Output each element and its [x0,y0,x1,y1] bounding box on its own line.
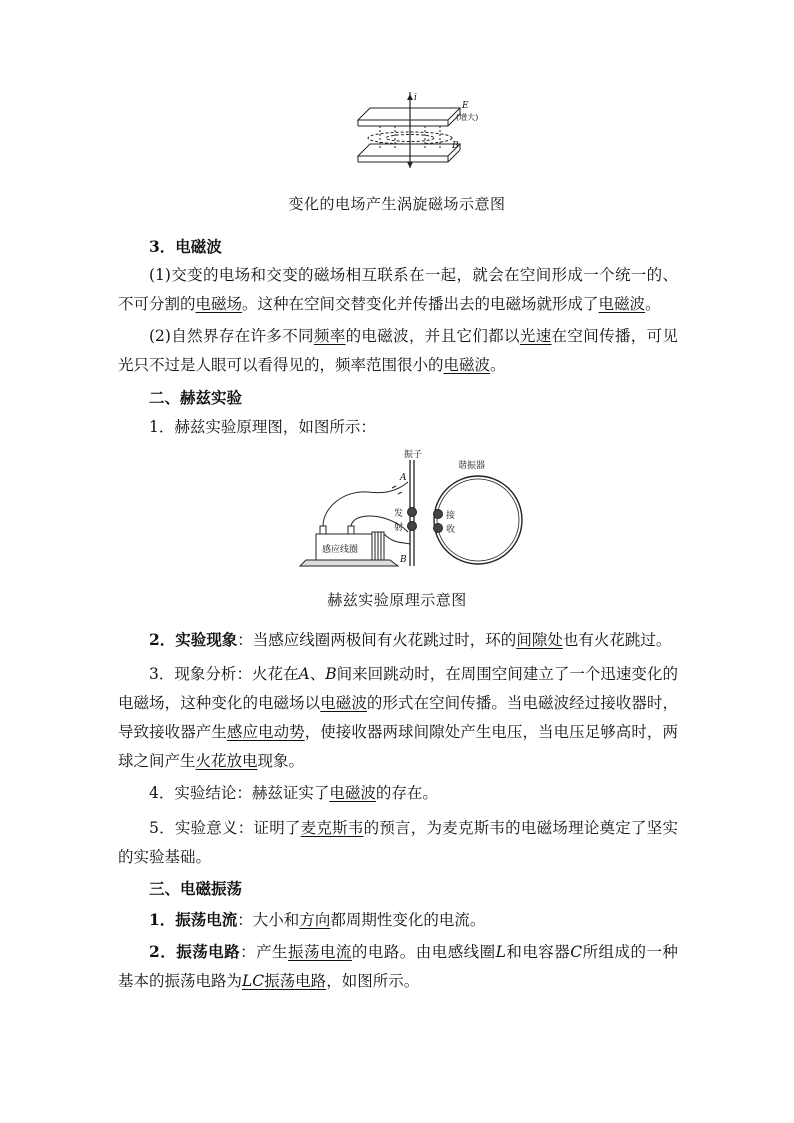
lower-plate [358,144,460,156]
label-oscillator: 振子 [404,450,423,460]
label-i: i [414,93,417,103]
current-arrow [407,94,413,100]
label-receive-1: 接 [446,511,456,521]
label-E: E [462,101,469,111]
term-maxwell: 麦克斯韦 [300,819,364,837]
figure1-caption: 变化的电场产生涡旋磁场示意图 [288,195,506,213]
label-emit-2: 射 [394,523,404,533]
term-induced-emf: 感应电动势 [226,723,305,741]
label-B: B [400,555,407,565]
receiver-ball-top [434,510,443,519]
upper-plate [358,108,460,120]
label-increase: (增大) [456,113,479,122]
term-em-wave: 电磁波 [598,295,646,313]
label-B: B [452,141,459,151]
hertz-item-4: 4．实验结论：赫兹证实了电磁波的存在。 [149,784,438,802]
label-induction-coil: 感应线圈 [322,545,359,555]
oscillation-item-1: 1．振荡电流：大小和方向都周期性变化的电流。 [149,910,486,929]
emitter-ball-bottom [408,522,417,531]
label-A: A [400,473,407,483]
hertz-item-3: 3．现象分析：火花在A、B间来回跳动时，在周围空间建立了一个迅速变化的电磁场，这种变化的电磁场以电磁波的形式在空间传播。当电磁波经过接收器时，导致接收器产生感应电动势，使接收器两球间隙处产生电压，当电压足够高时，两球之间产生火花放电现象。 [118,665,678,770]
section-heading-hertz: 二、赫兹实验 [149,388,243,407]
term-spark-discharge: 火花放电 [195,752,258,770]
wire-upper [323,482,408,526]
label-emit-1: 发 [394,509,404,519]
term-direction: 方向 [299,911,331,929]
figure-vortex-field [340,90,490,170]
term-light-speed: 光速 [519,327,552,345]
emitter-ball-top [408,508,417,517]
oscillation-item-2: 2．振荡电路：产生振荡电流的电路。由电感线圈L和电容器C所组成的一种基本的振荡电路为LC振荡电路，如图所示。 [118,942,678,990]
section-heading-em-wave: 3．电磁波 [149,237,222,256]
term-oscillating-current: 振荡电流 [288,943,352,961]
term-em-wave: 电磁波 [320,694,367,712]
receiver-ball-bottom [434,524,443,533]
term-em-wave: 电磁波 [443,356,491,374]
hertz-item-2: 2．实验现象：当感应线圈两极间有火花跳过时，环的间隙处也有火花跳过。 [149,630,672,649]
term-lc: LC [242,972,265,990]
hertz-item-5: 5．实验意义：证明了麦克斯韦的预言，为麦克斯韦的电磁场理论奠定了坚实的实验基础。 [118,819,678,866]
term-oscillating-circuit: 振荡电路 [264,972,327,990]
paragraph-em-wave-1: (1)交变的电场和交变的磁场相互联系在一起，就会在空间形成一个统一的、不可分割的电磁场。这种在空间交替变化并传播出去的电磁场就形成了电磁波。 [118,266,678,313]
paragraph-em-wave-2: (2)自然界存在许多不同频率的电磁波，并且它们都以光速在空间传播，可见光只不过是人眼可以看得见的，频率范围很小的电磁波。 [118,327,678,374]
term-em-wave: 电磁波 [329,784,376,802]
hertz-item-1: 1．赫兹实验原理图，如图所示： [149,418,376,436]
term-gap: 间隙处 [516,631,563,649]
term-em-field: 电磁场 [195,295,243,313]
apparatus-base [300,560,398,566]
label-resonator: 谐振器 [458,461,486,471]
section-heading-em-oscillation: 三、电磁振荡 [149,879,243,898]
label-receive-2: 收 [446,525,456,535]
term-frequency: 频率 [313,327,346,345]
figure-hertz-experiment [298,448,538,580]
figure2-caption: 赫兹实验原理示意图 [327,591,467,609]
